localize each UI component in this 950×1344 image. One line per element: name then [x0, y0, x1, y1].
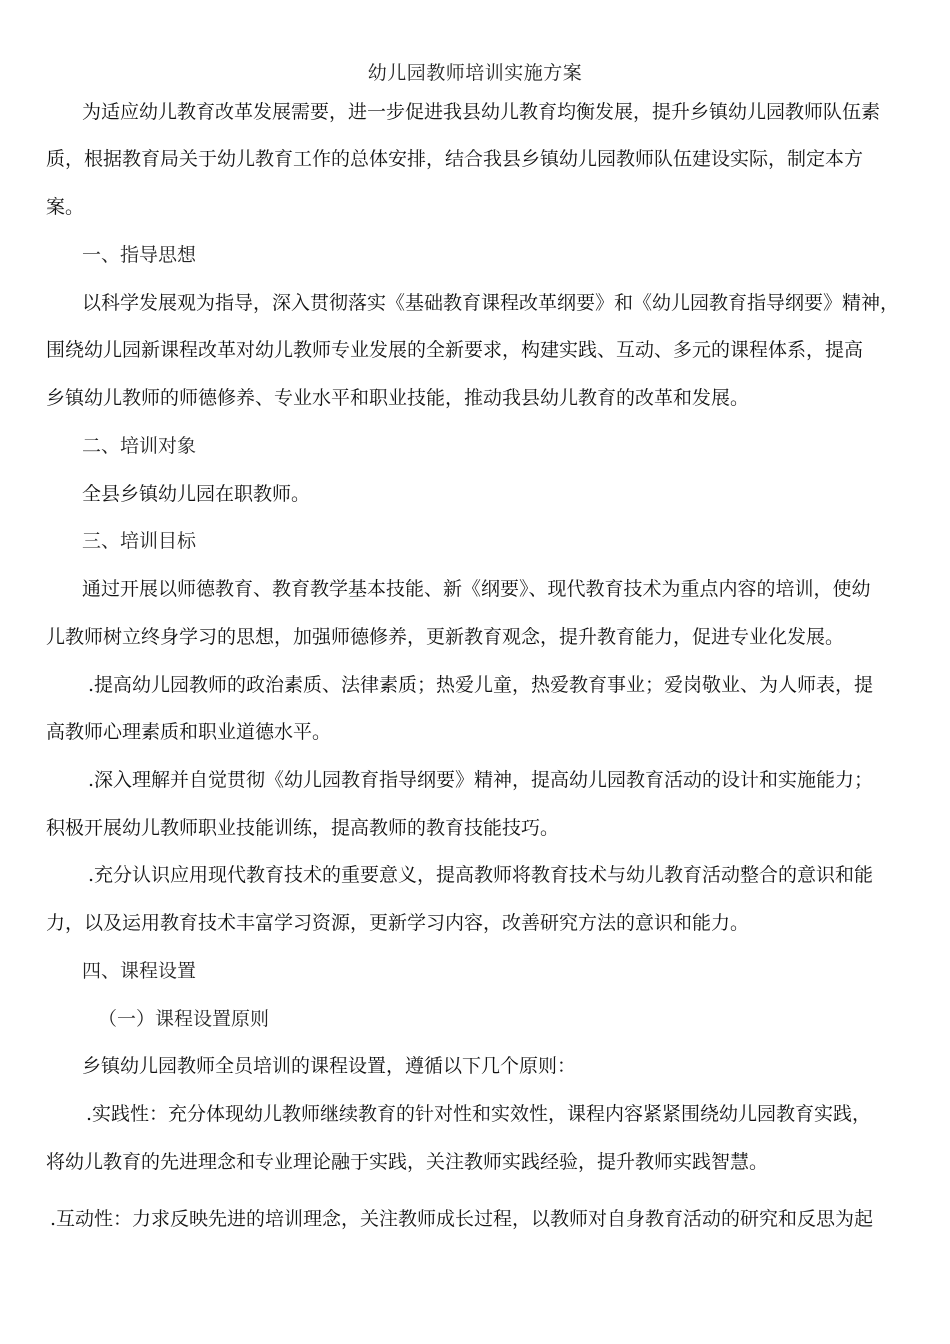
list-item-line: 积极开展幼儿教师职业技能训练，提高教师的教育技能技巧。 [46, 817, 560, 839]
paragraph-line: 儿教师树立终身学习的思想，加强师德修养，更新教育观念，提升教育能力，促进专业化发展。 [46, 626, 845, 648]
subsection-heading: （一）课程设置原则 [98, 1008, 270, 1030]
list-item-line: .充分认识应用现代教育技术的重要意义，提高教师将教育技术与幼儿教育活动整合的意识和能 [88, 864, 874, 886]
list-item-line: .深入理解并自觉贯彻《幼儿园教育指导纲要》精神，提高幼儿园教育活动的设计和实施能力； [88, 769, 874, 791]
paragraph-line: 通过开展以师德教育、教育教学基本技能、新《纲要》、现代教育技术为重点内容的培训，使幼 [82, 578, 871, 600]
list-item-line: 力，以及运用教育技术丰富学习资源，更新学习内容，改善研究方法的意识和能力。 [46, 912, 750, 934]
list-item-line: .实践性：充分体现幼儿教师继续教育的针对性和实效性，课程内容紧紧围绕幼儿园教育实践， [86, 1103, 872, 1125]
paragraph-line: 案。 [46, 196, 85, 218]
paragraph-line: 全县乡镇幼儿园在职教师。 [82, 483, 311, 505]
list-item-line: 将幼儿教育的先进理念和专业理论融于实践，关注教师实践经验，提升教师实践智慧。 [46, 1151, 769, 1173]
list-item-line: .互动性：力求反映先进的培训理念，关注教师成长过程，以教师对自身教育活动的研究和反思为起 [50, 1208, 874, 1230]
paragraph-line: 为适应幼儿教育改革发展需要，进一步促进我县幼儿教育均衡发展，提升乡镇幼儿园教师队伍素 [82, 101, 881, 123]
section-heading: 三、培训目标 [82, 530, 197, 552]
section-heading: 一、指导思想 [82, 244, 197, 266]
list-item-line: .提高幼儿园教师的政治素质、法律素质；热爱儿童，热爱教育事业；爱岗敬业、为人师表，提 [88, 674, 874, 696]
paragraph-line: 乡镇幼儿园教师全员培训的课程设置，遵循以下几个原则： [82, 1055, 577, 1077]
paragraph-line: 乡镇幼儿教师的师德修养、专业水平和职业技能，推动我县幼儿教育的改革和发展。 [46, 387, 750, 409]
section-heading: 二、培训对象 [82, 435, 197, 457]
paragraph-line: 围绕幼儿园新课程改革对幼儿教师专业发展的全新要求，构建实践、互动、多元的课程体系，提高 [46, 339, 864, 361]
list-item-line: 高教师心理素质和职业道德水平。 [46, 721, 332, 743]
document-title: 幼儿园教师培训实施方案 [367, 62, 583, 84]
paragraph-line: 质，根据教育局关于幼儿教育工作的总体安排，结合我县乡镇幼儿园教师队伍建设实际，制定本方 [46, 148, 864, 170]
paragraph-line: 以科学发展观为指导，深入贯彻落实《基础教育课程改革纲要》和《幼儿园教育指导纲要》精神， [82, 292, 900, 314]
section-heading: 四、课程设置 [82, 960, 197, 982]
